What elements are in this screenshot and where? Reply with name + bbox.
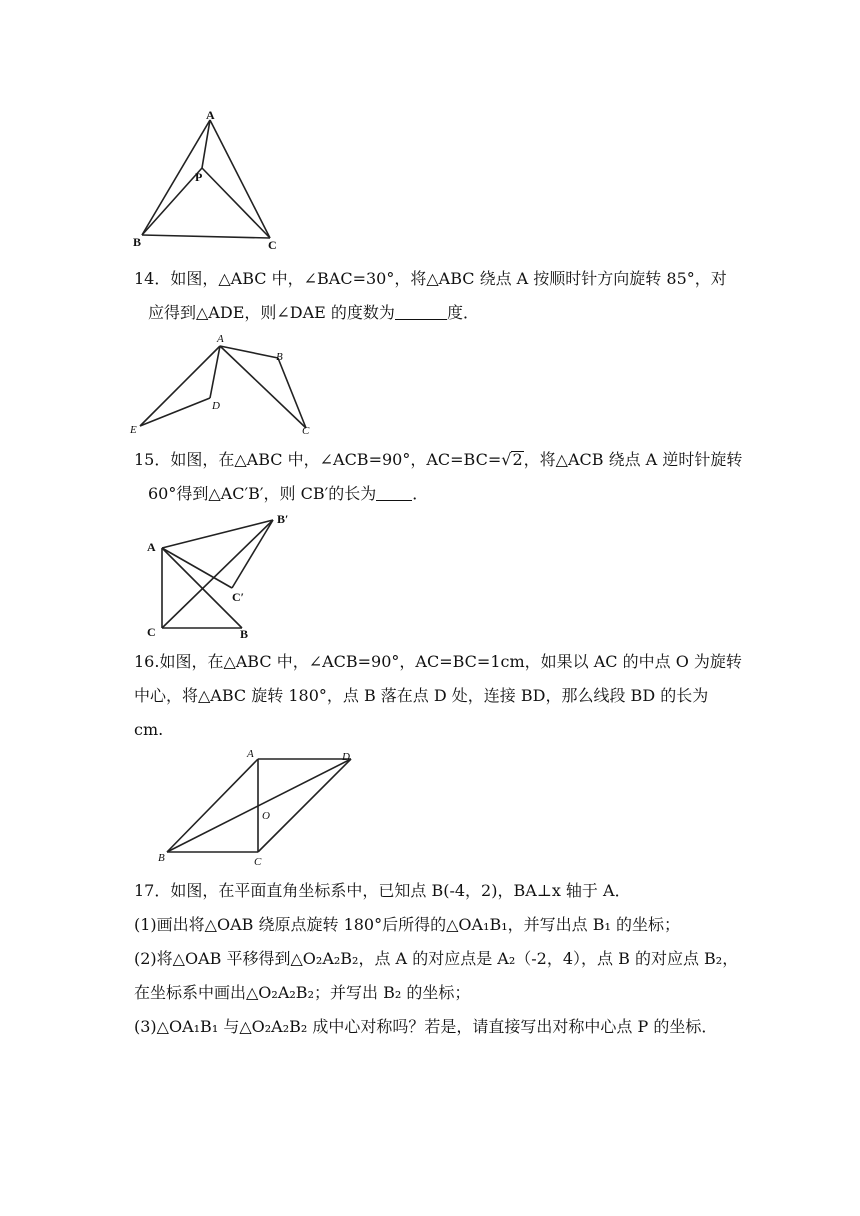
label-c-16: C (254, 856, 262, 868)
q17-part-2-cont: 在坐标系中画出△O₂A₂B₂；并写出 B₂ 的坐标； (134, 983, 471, 1002)
answer-blank-15[interactable] (376, 482, 412, 501)
figure-15 (140, 508, 300, 644)
figure-triangle-abc-p (130, 110, 290, 255)
figure-15-svg (140, 508, 300, 644)
label-b: B (133, 235, 142, 249)
label-a-16: A (247, 748, 254, 760)
figure-14-svg (128, 332, 328, 442)
figure-14 (128, 332, 328, 442)
q14-line-2-end: 度． (446, 303, 479, 322)
segment-cb-prime-15 (162, 520, 273, 628)
q17-part-2: (2)将△OAB 平移得到△O₂A₂B₂，点 A 的对应点是 A₂（-2，4），点 B 的对应点 B₂， (134, 949, 739, 968)
q16-line-3: cm. (134, 720, 164, 739)
q14-line-1: 14．如图，△ABC 中，∠BAC=30°，将△ABC 绕点 A 按顺时针方向旋转 85°，对 (134, 269, 727, 288)
label-b-14: B (276, 351, 283, 363)
label-b-15: B (240, 627, 249, 641)
label-c-14: C (302, 425, 310, 437)
label-p: P (195, 170, 203, 184)
label-c-prime-15: C′ (232, 590, 245, 604)
label-c-15: C (147, 625, 156, 639)
q17-part-3: (3)△OA₁B₁ 与△O₂A₂B₂ 成中心对称吗？若是，请直接写出对称中心点 P 的坐标． (134, 1017, 718, 1036)
segment-bc (142, 235, 270, 238)
segment-ab-14 (220, 346, 278, 358)
q15-line-1 (134, 443, 743, 477)
q14-line-2-text: 应得到△ADE，则∠DAE 的度数为 (148, 303, 395, 322)
label-e-14: E (130, 424, 137, 436)
label-a: A (206, 108, 215, 122)
question-14 (134, 262, 734, 330)
segment-ac (210, 120, 270, 238)
segment-ab-prime-15 (162, 520, 273, 548)
figure-16-svg (155, 745, 365, 869)
q17-part-1: (1)画出将△OAB 绕原点旋转 180°后所得的△OA₁B₁，并写出点 B₁ 的坐标； (134, 915, 681, 934)
segment-bc-14 (278, 358, 306, 428)
segment-ac-14 (220, 346, 306, 428)
segment-de-14 (140, 398, 210, 426)
segment-cp (202, 168, 270, 238)
q14-line-2 (134, 296, 734, 330)
q16-line-1: 16.如图，在△ABC 中，∠ACB=90°，AC=BC=1cm，如果以 AC 的中点 O 为旋转 (134, 652, 742, 671)
segment-bp (142, 168, 202, 235)
q17-line-1: 17．如图，在平面直角坐标系中，已知点 B(-4，2)，BA⊥x 轴于 A． (134, 881, 631, 900)
label-d-16: D (342, 751, 350, 763)
sqrt-argument: 2 (512, 450, 523, 469)
label-d-14: D (212, 400, 220, 412)
label-a-15: A (147, 540, 156, 554)
figure-16 (155, 745, 365, 869)
segment-cd-16 (258, 759, 351, 852)
label-o-16: O (262, 810, 270, 822)
segment-ae-14 (140, 346, 220, 426)
q16-line-2: 中心，将△ABC 旋转 180°，点 B 落在点 D 处，连接 BD，那么线段 BD 的长为 (134, 686, 709, 705)
segment-bd-16 (167, 759, 351, 852)
label-c: C (268, 238, 277, 252)
sqrt-sign: √ (501, 450, 512, 469)
q15-line-2-end: ． (412, 484, 429, 503)
question-15 (134, 443, 743, 511)
figure-triangle-abc-p-svg (130, 110, 290, 255)
label-b-prime-15: B′ (277, 512, 289, 526)
label-a-14: A (217, 333, 224, 345)
label-b-16: B (158, 852, 165, 864)
q15-line-2 (134, 477, 734, 511)
question-16 (134, 645, 742, 747)
q15-line-1-text: 15．如图，在△ABC 中，∠ACB=90°，AC=BC= (134, 450, 502, 469)
q15-line-1-end: ，将△ACB 绕点 A 逆时针旋转 (523, 450, 743, 469)
q15-line-2-text: 60°得到△AC′B′，则 CB′的长为 (148, 484, 377, 503)
question-17 (134, 874, 739, 1044)
segment-ab-16 (167, 759, 258, 852)
answer-blank-14[interactable] (395, 301, 447, 320)
